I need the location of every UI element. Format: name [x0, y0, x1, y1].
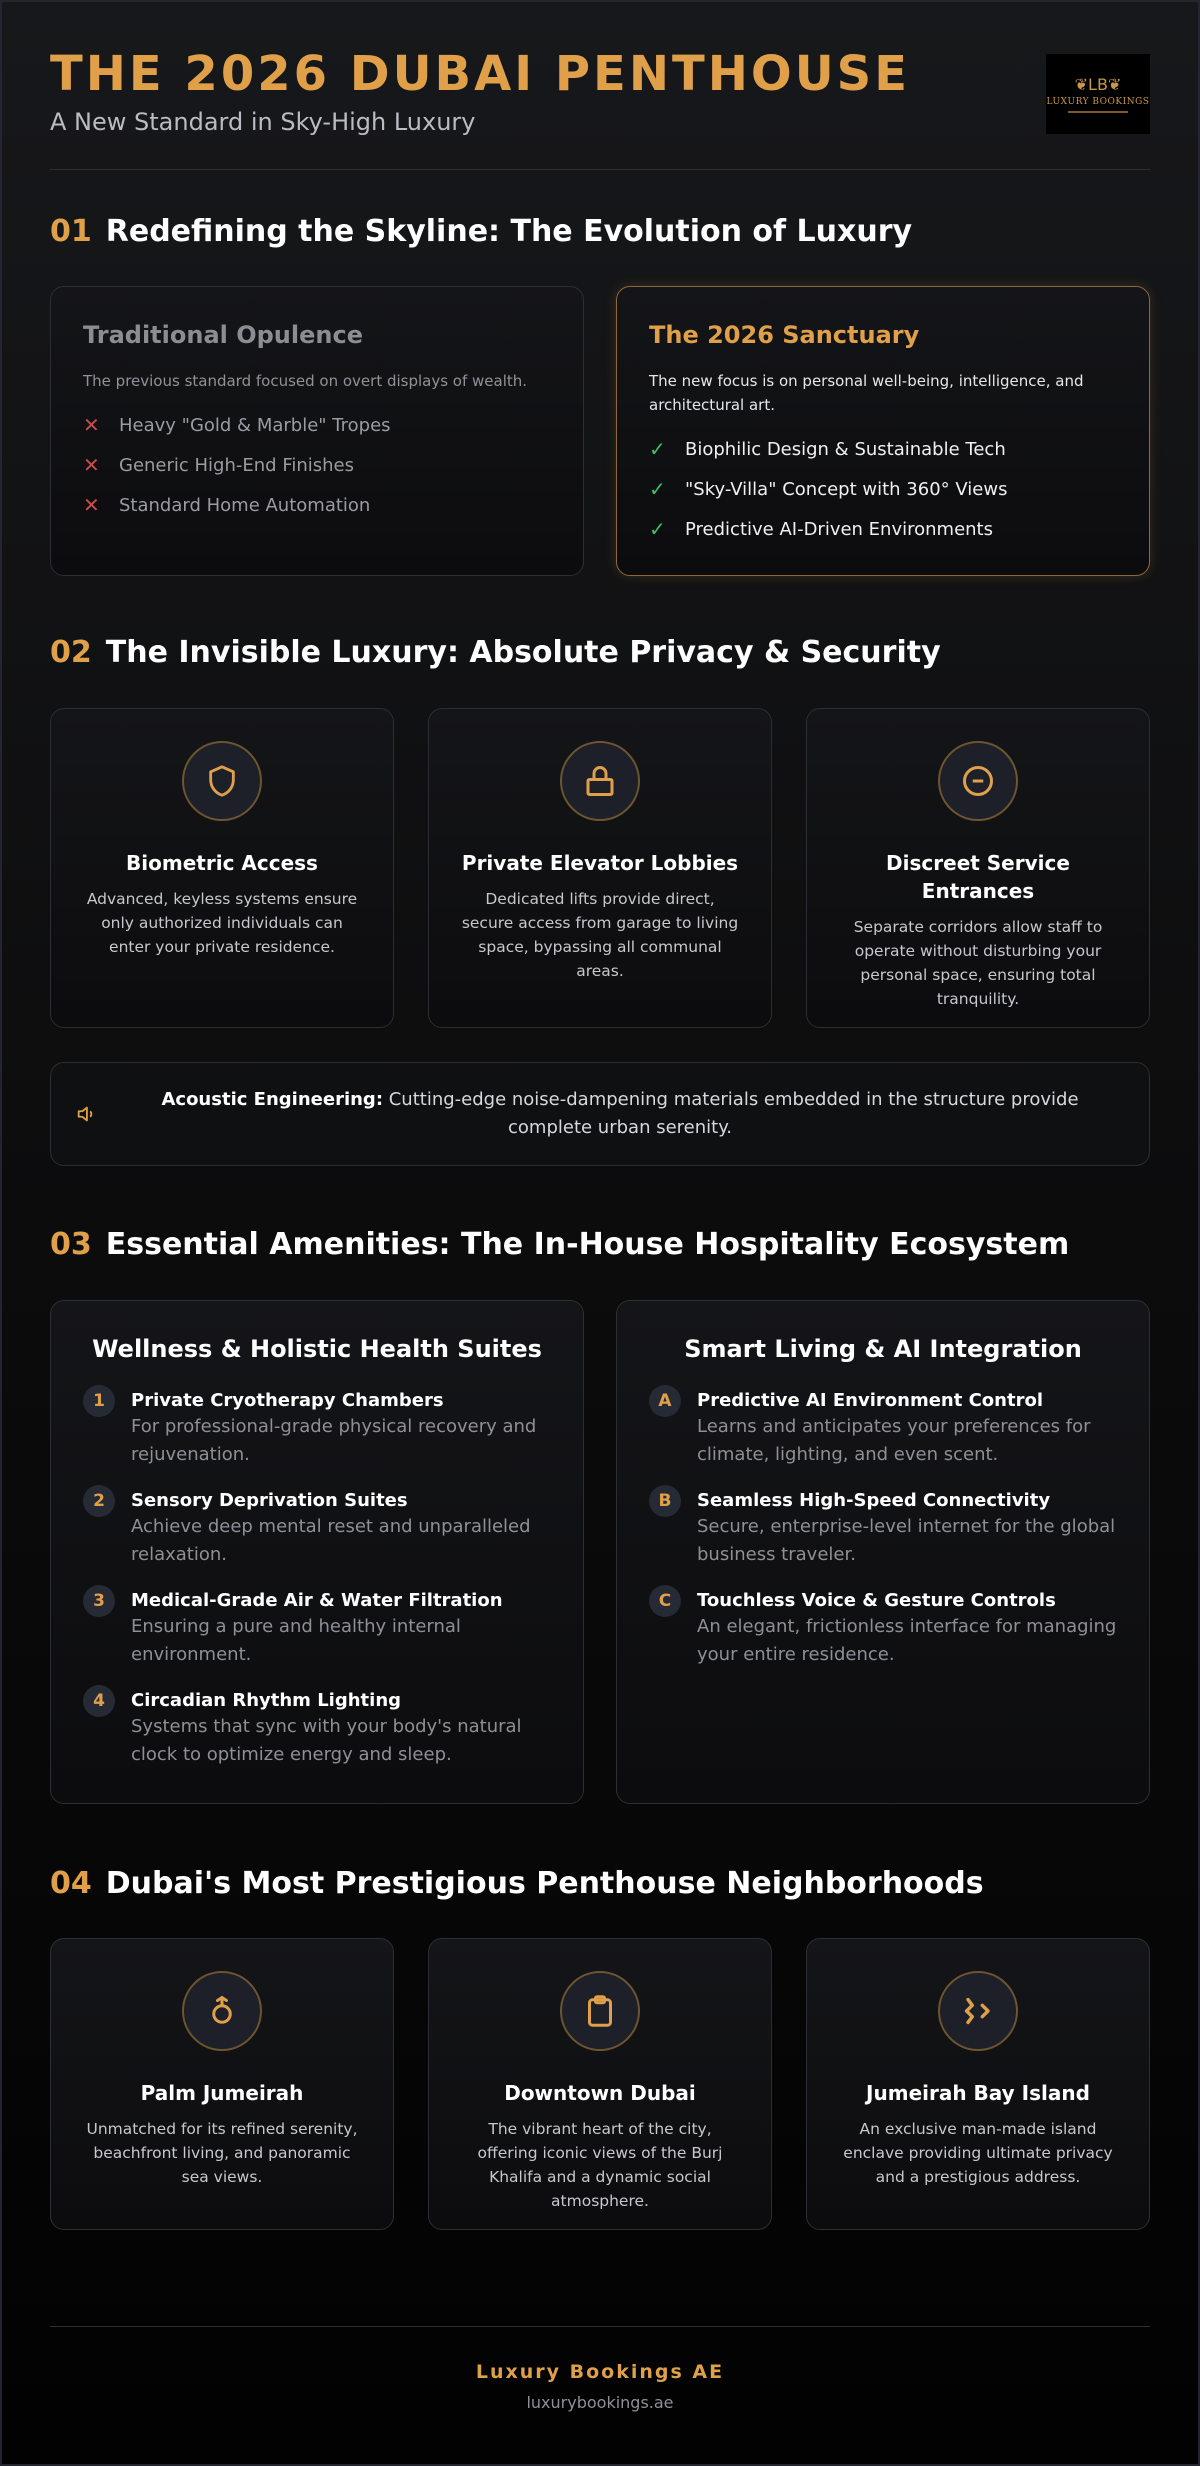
- section-heading-2: [50, 635, 1150, 670]
- biometric-access-card: [50, 708, 394, 1028]
- number-badge: 1: [83, 1385, 115, 1417]
- list-item: [83, 485, 551, 525]
- page-title: THE 2026 DUBAI PENTHOUSE: [50, 46, 911, 102]
- card-title: Discreet Service Entrances: [886, 851, 1070, 903]
- section-number: 01: [50, 214, 92, 249]
- sanctuary-2026-card: [616, 286, 1150, 576]
- acoustic-text: [51, 1086, 1149, 1142]
- list-item-label: "Sky-Villa" Concept with 360° Views: [685, 478, 1008, 500]
- footer-link[interactable]: luxurybookings.ae: [526, 2393, 674, 2412]
- list-item: [649, 1489, 1117, 1569]
- section-heading-3: [50, 1227, 1150, 1262]
- section-number: 04: [50, 1866, 92, 1901]
- card-title: Wellness & Holistic Health Suites: [92, 1335, 542, 1363]
- card-description: The new focus is on personal well-being, intelligence, and architectural art.: [649, 372, 1084, 414]
- section-title: Redefining the Skyline: The Evolution of Luxury: [105, 214, 913, 249]
- shield-icon: [182, 741, 262, 821]
- card-description: Unmatched for its refined serenity, beachfront living, and panoramic sea views.: [86, 2120, 358, 2186]
- section-number: 02: [50, 635, 92, 670]
- number-badge: 4: [83, 1685, 115, 1717]
- jumeirah-bay-card: [806, 1938, 1150, 2230]
- list-item: [83, 405, 551, 445]
- wellness-card: [50, 1300, 584, 1804]
- list-item-label: Biophilic Design & Sustainable Tech: [685, 438, 1006, 460]
- traditional-opulence-card: [50, 286, 584, 576]
- card-title: Private Elevator Lobbies: [461, 851, 739, 875]
- brand-logo[interactable]: [1046, 54, 1150, 134]
- logo-text: LUXURY BOOKINGS: [1046, 96, 1150, 107]
- item-title: Sensory Deprivation Suites: [131, 1490, 408, 1511]
- item-title: Private Cryotherapy Chambers: [131, 1390, 444, 1411]
- crest-icon: ❦LB❦: [1074, 74, 1122, 94]
- acoustic-description: Cutting-edge noise-dampening materials embedded in the structure provide complete urban serenity.: [383, 1089, 1079, 1138]
- number-badge: 3: [83, 1585, 115, 1617]
- list-item: [649, 509, 1117, 549]
- section-heading-4: [50, 1866, 1150, 1901]
- card-title: Traditional Opulence: [83, 321, 363, 349]
- card-title: The 2026 Sanctuary: [649, 321, 920, 349]
- card-title: Palm Jumeirah: [140, 2081, 304, 2105]
- check-icon: ✓: [649, 517, 666, 541]
- speaker-icon: [75, 1103, 97, 1129]
- cross-icon: ✕: [83, 453, 100, 477]
- palm-icon: [182, 1971, 262, 2051]
- item-title: Predictive AI Environment Control: [697, 1390, 1044, 1411]
- smart-living-card: [616, 1300, 1150, 1804]
- list-item-label: Predictive AI-Driven Environments: [685, 518, 993, 540]
- island-icon: [938, 1971, 1018, 2051]
- list-item: [83, 445, 551, 485]
- card-title: Downtown Dubai: [504, 2081, 696, 2105]
- letter-badge: B: [649, 1485, 681, 1517]
- new-features-list: [649, 429, 1117, 549]
- list-item-label: Heavy "Gold & Marble" Tropes: [119, 414, 391, 436]
- card-description: The vibrant heart of the city, offering iconic views of the Burj Khalifa and a dynamic social atmosphere.: [477, 2120, 723, 2210]
- acoustic-label: Acoustic Engineering:: [161, 1089, 384, 1110]
- section-heading-1: [50, 214, 1150, 249]
- card-title: Biometric Access: [126, 851, 318, 875]
- list-item-label: Generic High-End Finishes: [119, 454, 355, 476]
- section-number: 03: [50, 1227, 92, 1262]
- minus-circle-icon: [938, 741, 1018, 821]
- check-icon: ✓: [649, 477, 666, 501]
- card-description: Advanced, keyless systems ensure only authorized individuals can enter your private residence.: [86, 890, 358, 956]
- list-item: [649, 1589, 1117, 1669]
- list-item: [83, 1389, 551, 1469]
- item-description: Learns and anticipates your preferences for climate, lighting, and even scent.: [697, 1416, 1091, 1465]
- item-description: An elegant, frictionless interface for managing your entire residence.: [697, 1616, 1117, 1665]
- logo-initials: LB: [1088, 74, 1108, 94]
- cross-icon: ✕: [83, 493, 100, 517]
- item-description: Systems that sync with your body's natural clock to optimize energy and sleep.: [131, 1716, 522, 1765]
- item-description: Secure, enterprise-level internet for the global business traveler.: [697, 1516, 1116, 1565]
- section-title: Dubai's Most Prestigious Penthouse Neighborhoods: [105, 1866, 984, 1901]
- list-item: [83, 1489, 551, 1569]
- page-footer: [50, 2326, 1150, 2412]
- item-description: Achieve deep mental reset and unparalleled relaxation.: [131, 1516, 531, 1565]
- card-title: Jumeirah Bay Island: [866, 2081, 1090, 2105]
- list-item: [83, 1689, 551, 1769]
- item-description: Ensuring a pure and healthy internal environment.: [131, 1616, 461, 1665]
- smart-list: [649, 1389, 1117, 1669]
- list-item: [649, 429, 1117, 469]
- downtown-dubai-card: [428, 1938, 772, 2230]
- letter-badge: C: [649, 1585, 681, 1617]
- check-icon: ✓: [649, 437, 666, 461]
- cross-icon: ✕: [83, 413, 100, 437]
- item-title: Circadian Rhythm Lighting: [131, 1690, 402, 1711]
- item-title: Medical-Grade Air & Water Filtration: [131, 1590, 503, 1611]
- page-subtitle: A New Standard in Sky-High Luxury: [50, 108, 476, 136]
- old-features-list: [83, 405, 551, 525]
- card-description: The previous standard focused on overt displays of wealth.: [83, 372, 528, 390]
- letter-badge: A: [649, 1385, 681, 1417]
- card-description: An exclusive man-made island enclave providing ultimate privacy and a prestigious address.: [843, 2120, 1113, 2186]
- list-item: [83, 1589, 551, 1669]
- card-title: Smart Living & AI Integration: [684, 1335, 1082, 1363]
- card-description: Separate corridors allow staff to operate without disturbing your personal space, ensuring total tranquility.: [853, 918, 1103, 1008]
- palm-jumeirah-card: [50, 1938, 394, 2230]
- footer-brand: Luxury Bookings AE: [475, 2361, 725, 2383]
- service-entrance-card: [806, 708, 1150, 1028]
- section-title: Essential Amenities: The In-House Hospitality Ecosystem: [105, 1227, 1070, 1262]
- list-item-label: Standard Home Automation: [119, 494, 371, 516]
- list-item: [649, 469, 1117, 509]
- lock-icon: [560, 741, 640, 821]
- logo-divider: [1068, 111, 1128, 113]
- item-title: Seamless High-Speed Connectivity: [697, 1490, 1051, 1511]
- acoustic-engineering-banner: [50, 1062, 1150, 1166]
- card-description: Dedicated lifts provide direct, secure access from garage to living space, bypassing all communal areas.: [461, 890, 739, 980]
- wellness-list: [83, 1389, 551, 1769]
- private-elevator-card: [428, 708, 772, 1028]
- item-title: Touchless Voice & Gesture Controls: [697, 1590, 1056, 1611]
- page-header: [50, 46, 1150, 170]
- clipboard-icon: [560, 1971, 640, 2051]
- item-description: For professional-grade physical recovery and rejuvenation.: [131, 1416, 537, 1465]
- section-title: The Invisible Luxury: Absolute Privacy & Security: [105, 635, 941, 670]
- number-badge: 2: [83, 1485, 115, 1517]
- list-item: [649, 1389, 1117, 1469]
